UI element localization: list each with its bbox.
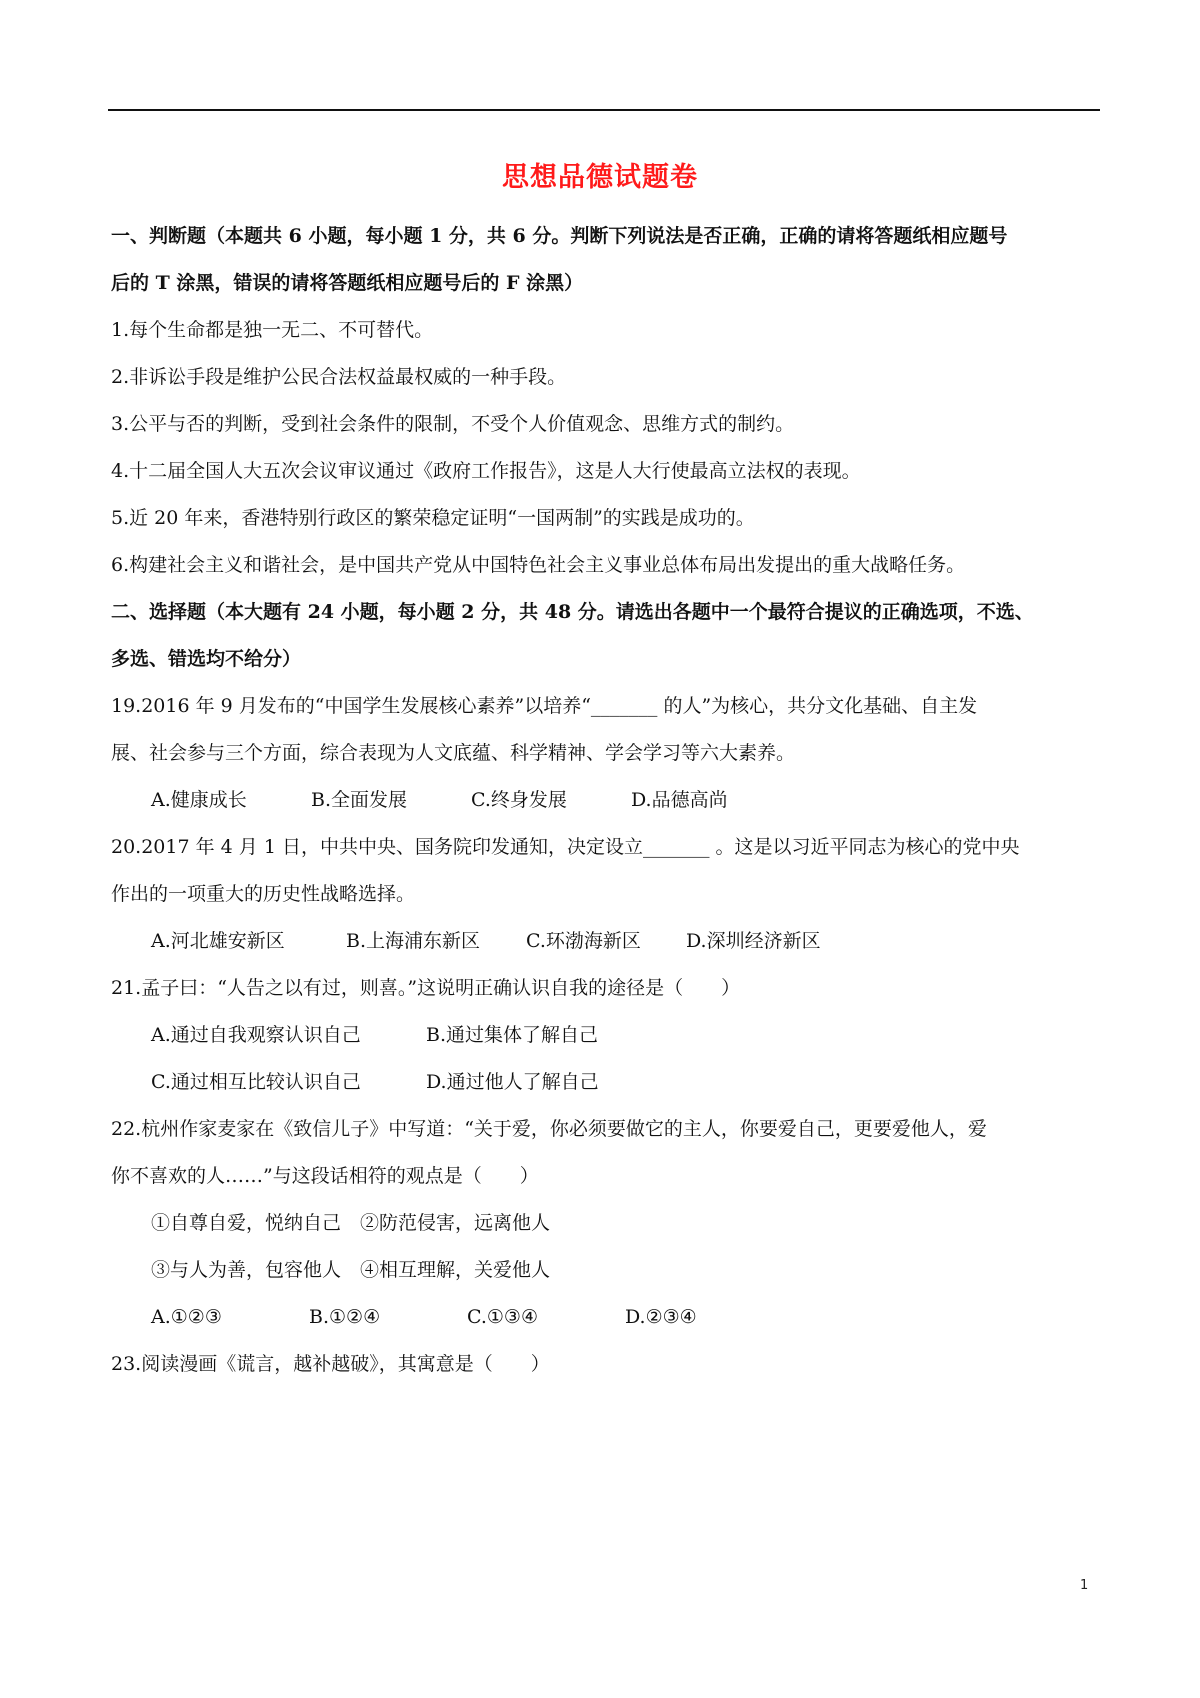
page-number: 1: [1080, 1578, 1089, 1593]
q22-stem-line1: 22.杭州作家麦家在《致信儿子》中写道：“关于爱，你必须要做它的主人，你要爱自己，更要爱他人，爱: [111, 1118, 987, 1140]
q21-options-row2: [111, 1059, 1101, 1106]
q22-statements-line2: ③与人为善，包容他人 ④相互理解，关爱他人: [151, 1259, 551, 1281]
header-rule: [108, 109, 1100, 111]
q19-option-c: C.终身发展: [471, 789, 567, 811]
q22-statements-line1: ①自尊自爱，悦纳自己 ②防范侵害，远离他人: [151, 1212, 551, 1234]
section2-heading-line2: 多选、错选均不给分）: [111, 648, 302, 670]
exam-body: [111, 213, 1101, 1388]
judge-item-2: 2.非诉讼手段是维护公民合法权益最权威的一种手段。: [111, 366, 567, 388]
q21-stem: 21.孟子曰：“人告之以有过，则喜。”这说明正确认识自我的途径是（ ）: [111, 977, 741, 999]
section1-heading-line1: 一、判断题（本题共 6 小题，每小题 1 分，共 6 分。判断下列说法是否正确，正确的请将答题纸相应题号: [111, 225, 1008, 247]
q20-option-b: B.上海浦东新区: [346, 930, 481, 952]
section2-heading-line1: 二、选择题（本大题有 24 小题，每小题 2 分，共 48 分。请选出各题中一个最符合提议的正确选项，不选、: [111, 601, 1034, 623]
judge-item-4: 4.十二届全国人大五次会议审议通过《政府工作报告》，这是人大行使最高立法权的表现。: [111, 460, 861, 482]
q19-option-a: A.健康成长: [151, 789, 247, 811]
q22-option-d: D.②③④: [625, 1306, 697, 1328]
q21-options-row1: [111, 1012, 1101, 1059]
q20-option-a: A.河北雄安新区: [151, 930, 285, 952]
q20-stem-line2: 作出的一项重大的历史性战略选择。: [111, 883, 416, 905]
judge-item-3: 3.公平与否的判断，受到社会条件的限制，不受个人价值观念、思维方式的制约。: [111, 413, 795, 435]
q21-option-d: D.通过他人了解自己: [426, 1071, 599, 1093]
q20-options: [111, 918, 1101, 965]
q19-option-d: D.品德高尚: [631, 789, 728, 811]
q19-option-b: B.全面发展: [311, 789, 408, 811]
q22-stem-line2: 你不喜欢的人……”与这段话相符的观点是（ ）: [111, 1165, 539, 1187]
q21-option-c: C.通过相互比较认识自己: [151, 1071, 361, 1093]
q22-option-c: C.①③④: [467, 1306, 538, 1328]
q22-options: [111, 1294, 1101, 1341]
q20-option-c: C.环渤海新区: [526, 930, 641, 952]
q19-options: [111, 777, 1101, 824]
judge-item-5: 5.近 20 年来，香港特别行政区的繁荣稳定证明“一国两制”的实践是成功的。: [111, 507, 755, 529]
section1-heading-line2: 后的 T 涂黑，错误的请将答题纸相应题号后的 F 涂黑）: [111, 272, 584, 294]
q21-option-b: B.通过集体了解自己: [426, 1024, 599, 1046]
q19-stem-line1: 19.2016 年 9 月发布的“中国学生发展核心素养”以培养“_______ 的人”为核心，共分文化基础、自主发: [111, 695, 978, 717]
q22-option-a: A.①②③: [151, 1306, 222, 1328]
page-title: 思想品德试题卷: [502, 162, 698, 193]
q22-option-b: B.①②④: [309, 1306, 381, 1328]
judge-item-6: 6.构建社会主义和谐社会，是中国共产党从中国特色社会主义事业总体布局出发提出的重大战略任务。: [111, 554, 966, 576]
q21-option-a: A.通过自我观察认识自己: [151, 1024, 361, 1046]
q19-stem-line2: 展、社会参与三个方面，综合表现为人文底蕴、科学精神、学会学习等六大素养。: [111, 742, 796, 764]
q20-option-d: D.深圳经济新区: [686, 930, 821, 952]
judge-item-1: 1.每个生命都是独一无二、不可替代。: [111, 319, 434, 341]
q20-stem-line1: 20.2017 年 4 月 1 日，中共中央、国务院印发通知，决定设立_______ 。这是以习近平同志为核心的党中央: [111, 836, 1020, 858]
q23-stem: 23.阅读漫画《谎言，越补越破》，其寓意是（ ）: [111, 1353, 550, 1375]
